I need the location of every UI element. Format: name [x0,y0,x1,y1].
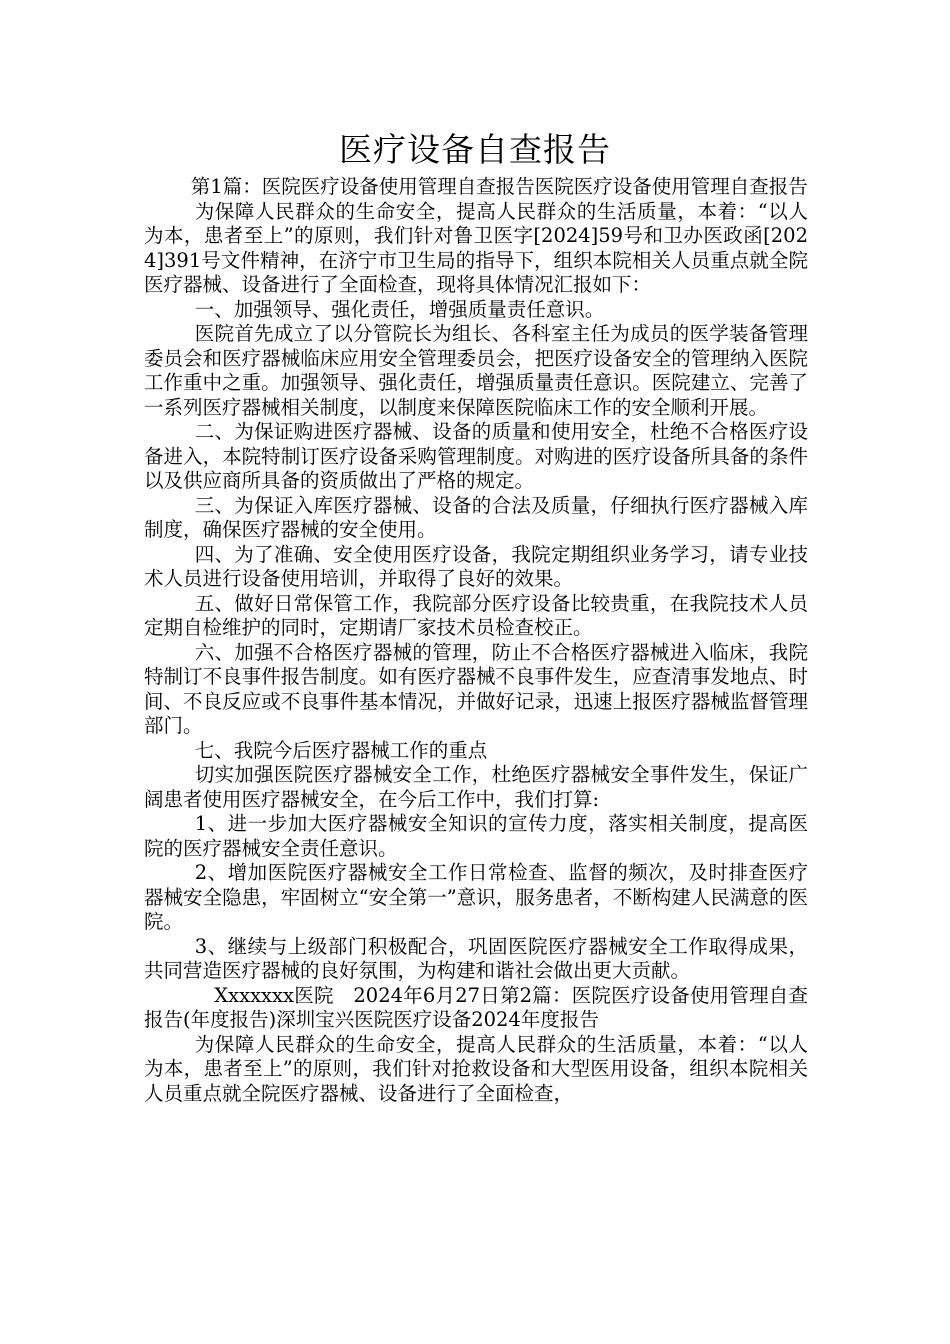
paragraph-section-1: 一、加强领导、强化责任，增强质量责任意识。 [194,297,605,321]
document-body [144,175,808,1106]
document-title: 医疗设备自查报告 [339,130,611,169]
paragraph-plan-1: 1、进一步加大医疗器械安全知识的宣传力度，落实相关制度，提高医院的医疗器械安全责任意识。 [144,812,808,860]
paragraph-plan-3: 3、继续与上级部门积极配合，巩固医院医疗器械安全工作取得成果，共同营造医疗器械的良好氛围，为构建和谐社会做出更大贡献。 [144,934,808,982]
paragraph-section-6: 六、加强不合格医疗器械的管理，防止不合格医疗器械进入临床，我院特制订不良事件报告制度。如有医疗器械不良事件发生，应查清事发地点、时间、不良反应或不良事件基本情况，并做好记录，迅速上报医疗器械监督管理部门。 [144,640,808,737]
paragraph-plan-2: 2、增加医院医疗器械安全工作日常检查、监督的频次，及时排查医疗器械安全隐患，牢固树立“安全第一”意识，服务患者，不断构建人民满意的医院。 [144,861,808,933]
paragraph-signature-part2-heading: Xxxxxxx医院 2024年6月27日第2篇：医院医疗设备使用管理自查报告(年度报告)深圳宝兴医院医疗设备2024年度报告 [144,983,808,1031]
paragraph-section-7-body: 切实加强医院医疗器械安全工作，杜绝医疗器械安全事件发生，保证广阔患者使用医疗器械安全，在今后工作中，我们打算: [144,763,808,811]
paragraph-section-2: 二、为保证购进医疗器械、设备的质量和使用安全，杜绝不合格医疗设备进入，本院特制订医疗设备采购管理制度。对购进的医疗设备所具备的条件以及供应商所具备的资质做出了严格的规定。 [144,420,808,492]
paragraph-part2-intro: 为保障人民群众的生命安全，提高人民群众的生活质量，本着：“以人为本，患者至上”的原则，我们针对抢救设备和大型医用设备，组织本院相关人员重点就全院医疗器械、设备进行了全面检查， [144,1032,808,1105]
paragraph-intro: 为保障人民群众的生命安全，提高人民群众的生活质量，本着：“以人为本，患者至上”的原则，我们针对鲁卫医字[2024]59号和卫办医政函[2024]391号文件精神，在济宁市卫生局的指导下，组织本院相关人员重点就全院医疗器械、设备进行了全面检查，现将具体情况汇报如下： [144,199,808,296]
paragraph-heading-part1: 第1篇：医院医疗设备使用管理自查报告医院医疗设备使用管理自查报告 [190,175,808,198]
paragraph-section-7: 七、我院今后医疗器械工作的重点 [194,738,488,762]
paragraph-section-3: 三、为保证入库医疗器械、设备的合法及质量，仔细执行医疗器械入库制度，确保医疗器械的安全使用。 [144,493,808,541]
paragraph-section-1-body: 医院首先成立了以分管院长为组长、各科室主任为成员的医学装备管理委员会和医疗器械临床应用安全管理委员会，把医疗设备安全的管理纳入医院工作重中之重。加强领导、强化责任，增强质量责任意识。医院建立、完善了一系列医疗器械相关制度，以制度来保障医院临床工作的安全顺利开展。 [144,322,808,419]
paragraph-section-5: 五、做好日常保管工作，我院部分医疗设备比较贵重，在我院技术人员定期自检维护的同时，定期请厂家技术员检查校正。 [144,591,808,639]
paragraph-section-4: 四、为了准确、安全使用医疗设备，我院定期组织业务学习，请专业技术人员进行设备使用培训，并取得了良好的效果。 [144,542,808,590]
